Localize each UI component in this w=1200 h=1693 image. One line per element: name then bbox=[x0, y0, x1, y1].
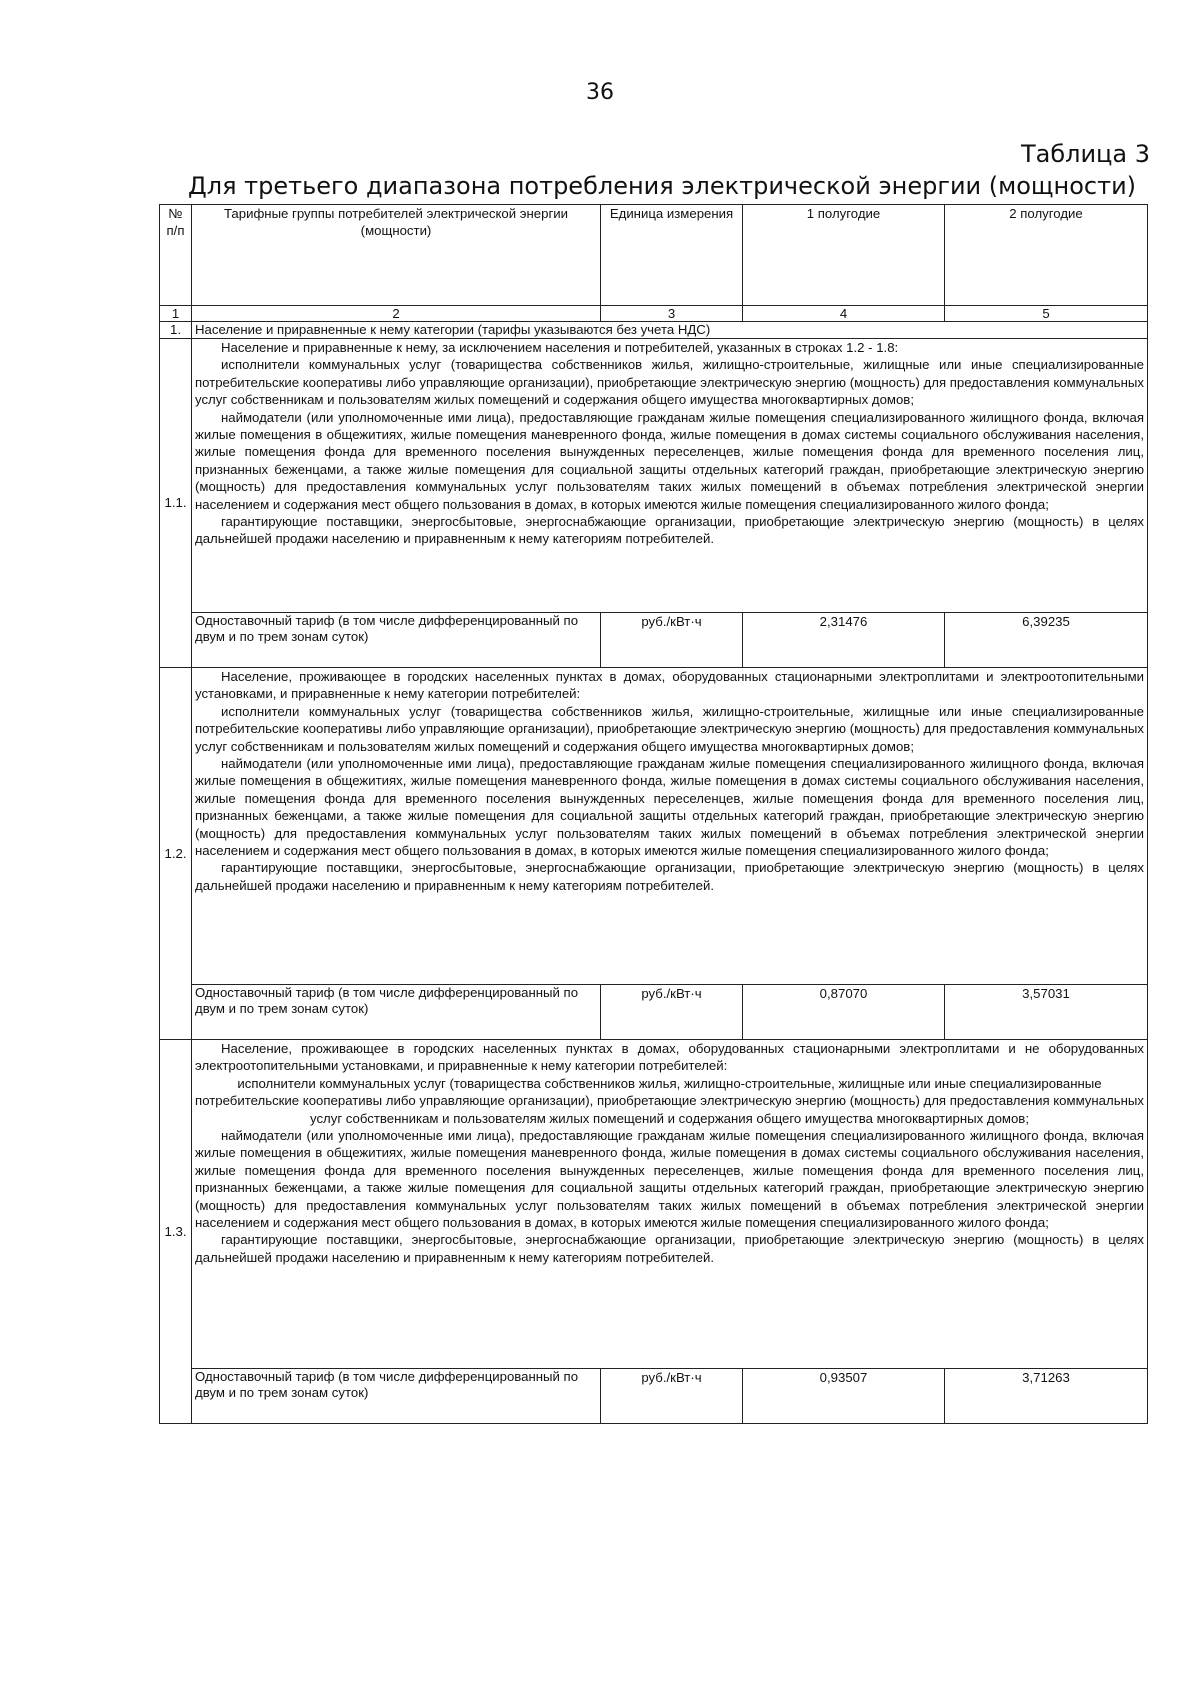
row-paragraph: исполнители коммунальных услуг (товарищества собственников жилья, жилищно-строительные, жилищные или иные специализированные потребительские кооперативы либо управляющие организации), приобретающие электрическую энергию (мощность) для предоставления коммунальных услуг собственникам и пользователям жилых помещений и содержания общего имущества многоквартирных домов; bbox=[195, 1075, 1144, 1126]
tariff-name: Одноставочный тариф (в том числе дифференцированный по двум и по трем зонам суток) bbox=[192, 613, 601, 668]
header-tariff-group: Тарифные группы потребителей электрической энергии (мощности) bbox=[192, 205, 601, 306]
row-intro: Население и приравненные к нему, за исключением населения и потребителей, указанных в строках 1.2 - 1.8: bbox=[221, 340, 899, 355]
column-index: 5 bbox=[945, 306, 1148, 322]
table-header-row bbox=[160, 205, 1148, 306]
header-unit: Единица измерения bbox=[601, 205, 743, 306]
tariff-value-h1: 2,31476 bbox=[743, 613, 945, 668]
row-num: 1.1. bbox=[160, 339, 192, 668]
column-index: 3 bbox=[601, 306, 743, 322]
tariff-name: Одноставочный тариф (в том числе дифференцированный по двум и по трем зонам суток) bbox=[192, 1369, 601, 1424]
row-paragraph: гарантирующие поставщики, энергосбытовые, энергоснабжающие организации, приобретающие электрическую энергию (мощность) в целях дальнейшей продажи населению и приравненным к нему категориям потребителей. bbox=[195, 1232, 1144, 1265]
tariff-name: Одноставочный тариф (в том числе дифференцированный по двум и по трем зонам суток) bbox=[192, 985, 601, 1040]
tariff-table bbox=[159, 204, 1148, 1424]
table-title: Для третьего диапазона потребления электрической энергии (мощности) bbox=[188, 172, 1137, 200]
tariff-row bbox=[160, 985, 1148, 1040]
row-paragraph: гарантирующие поставщики, энергосбытовые, энергоснабжающие организации, приобретающие электрическую энергию (мощность) в целях дальнейшей продажи населению и приравненным к нему категориям потребителей. bbox=[195, 514, 1144, 547]
row-paragraph: наймодатели (или уполномоченные ими лица), предоставляющие гражданам жилые помещения специализированного жилищного фонда, включая жилые помещения в общежитиях, жилые помещения маневренного фонда, жилые помещения в домах системы социального обслуживания населения, жилые помещения фонда для временного поселения вынужденных переселенцев, жилые помещения фонда для временного поселения лиц, признанных беженцами, а также жилые помещения для социальной защиты отдельных категорий граждан, приобретающие электрическую энергию (мощность) для предоставления коммунальных услуг пользователям таких жилых помещений в объемах потребления электрической энергии населением и содержания мест общего пользования в домах, в которых имеются жилые помещения специализированного жилого фонда; bbox=[195, 409, 1144, 512]
row-paragraph: наймодатели (или уполномоченные ими лица), предоставляющие гражданам жилые помещения специализированного жилищного фонда, включая жилые помещения в общежитиях, жилые помещения маневренного фонда, жилые помещения в домах системы социального обслуживания населения, жилые помещения фонда для временного поселения вынужденных переселенцев, жилые помещения фонда для временного поселения лиц, признанных беженцами, а также жилые помещения для социальной защиты отдельных категорий граждан, приобретающие электрическую энергию (мощность) для предоставления коммунальных услуг пользователям таких жилых помещений в объемах потребления электрической энергии населением и содержания мест общего пользования в домах, в которых имеются жилые помещения специализированного жилого фонда; bbox=[195, 1128, 1144, 1231]
category-num: 1. bbox=[160, 322, 192, 339]
tariff-value-h2: 3,57031 bbox=[945, 985, 1148, 1040]
column-index: 4 bbox=[743, 306, 945, 322]
tariff-unit: руб./кВт·ч bbox=[601, 985, 743, 1040]
row-paragraph: наймодатели (или уполномоченные ими лица), предоставляющие гражданам жилые помещения специализированного жилищного фонда, включая жилые помещения в общежитиях, жилые помещения маневренного фонда, жилые помещения в домах системы социального обслуживания населения, жилые помещения фонда для временного поселения вынужденных переселенцев, жилые помещения фонда для временного поселения лиц, признанных беженцами, а также жилые помещения для социальной защиты отдельных категорий граждан, приобретающие электрическую энергию (мощность) для предоставления коммунальных услуг пользователям таких жилых помещений в объемах потребления электрической энергии населением и содержания мест общего пользования в домах, в которых имеются жилые помещения специализированного жилого фонда; bbox=[195, 756, 1144, 859]
tariff-value-h2: 6,39235 bbox=[945, 613, 1148, 668]
tariff-value-h2: 3,71263 bbox=[945, 1369, 1148, 1424]
tariff-value-h1: 0,87070 bbox=[743, 985, 945, 1040]
row-paragraph: гарантирующие поставщики, энергосбытовые, энергоснабжающие организации, приобретающие электрическую энергию (мощность) в целях дальнейшей продажи населению и приравненным к нему категориям потребителей. bbox=[195, 860, 1144, 893]
tariff-value-h1: 0,93507 bbox=[743, 1369, 945, 1424]
row-description bbox=[192, 668, 1148, 985]
table-row bbox=[160, 339, 1148, 613]
table-label: Таблица 3 bbox=[1020, 140, 1150, 168]
tariff-unit: руб./кВт·ч bbox=[601, 613, 743, 668]
column-index: 1 bbox=[160, 306, 192, 322]
header-half-1: 1 полугодие bbox=[743, 205, 945, 306]
table-row bbox=[160, 668, 1148, 985]
header-half-2: 2 полугодие bbox=[945, 205, 1148, 306]
row-intro: Население, проживающее в городских населенных пунктах в домах, оборудованных стационарными электроплитами и электроотопительными установками, и приравненные к нему категории потребителей: bbox=[195, 669, 1144, 702]
row-intro: Население, проживающее в городских населенных пунктах в домах, оборудованных стационарными электроплитами и не оборудованных электроотопительными установками, и приравненные к нему категории потребителей: bbox=[195, 1041, 1144, 1074]
row-description bbox=[192, 339, 1148, 613]
page-number: 36 bbox=[586, 80, 614, 105]
row-num: 1.3. bbox=[160, 1040, 192, 1424]
category-row bbox=[160, 322, 1148, 339]
row-paragraph: исполнители коммунальных услуг (товарищества собственников жилья, жилищно-строительные, жилищные или иные специализированные потребительские кооперативы либо управляющие организации), приобретающие электрическую энергию (мощность) для предоставления коммунальных услуг собственникам и пользователям жилых помещений и содержания общего имущества многоквартирных домов; bbox=[195, 357, 1144, 408]
header-num: № п/п bbox=[160, 205, 192, 306]
tariff-unit: руб./кВт·ч bbox=[601, 1369, 743, 1424]
column-index-row bbox=[160, 306, 1148, 322]
row-description bbox=[192, 1040, 1148, 1369]
table-row bbox=[160, 1040, 1148, 1369]
category-text: Население и приравненные к нему категории (тарифы указываются без учета НДС) bbox=[192, 322, 1148, 339]
row-paragraph: исполнители коммунальных услуг (товарищества собственников жилья, жилищно-строительные, жилищные или иные специализированные потребительские кооперативы либо управляющие организации), приобретающие электрическую энергию (мощность) для предоставления коммунальных услуг собственникам и пользователям жилых помещений и содержания общего имущества многоквартирных домов; bbox=[195, 703, 1144, 754]
column-index: 2 bbox=[192, 306, 601, 322]
row-num: 1.2. bbox=[160, 668, 192, 1040]
tariff-row bbox=[160, 1369, 1148, 1424]
tariff-row bbox=[160, 613, 1148, 668]
